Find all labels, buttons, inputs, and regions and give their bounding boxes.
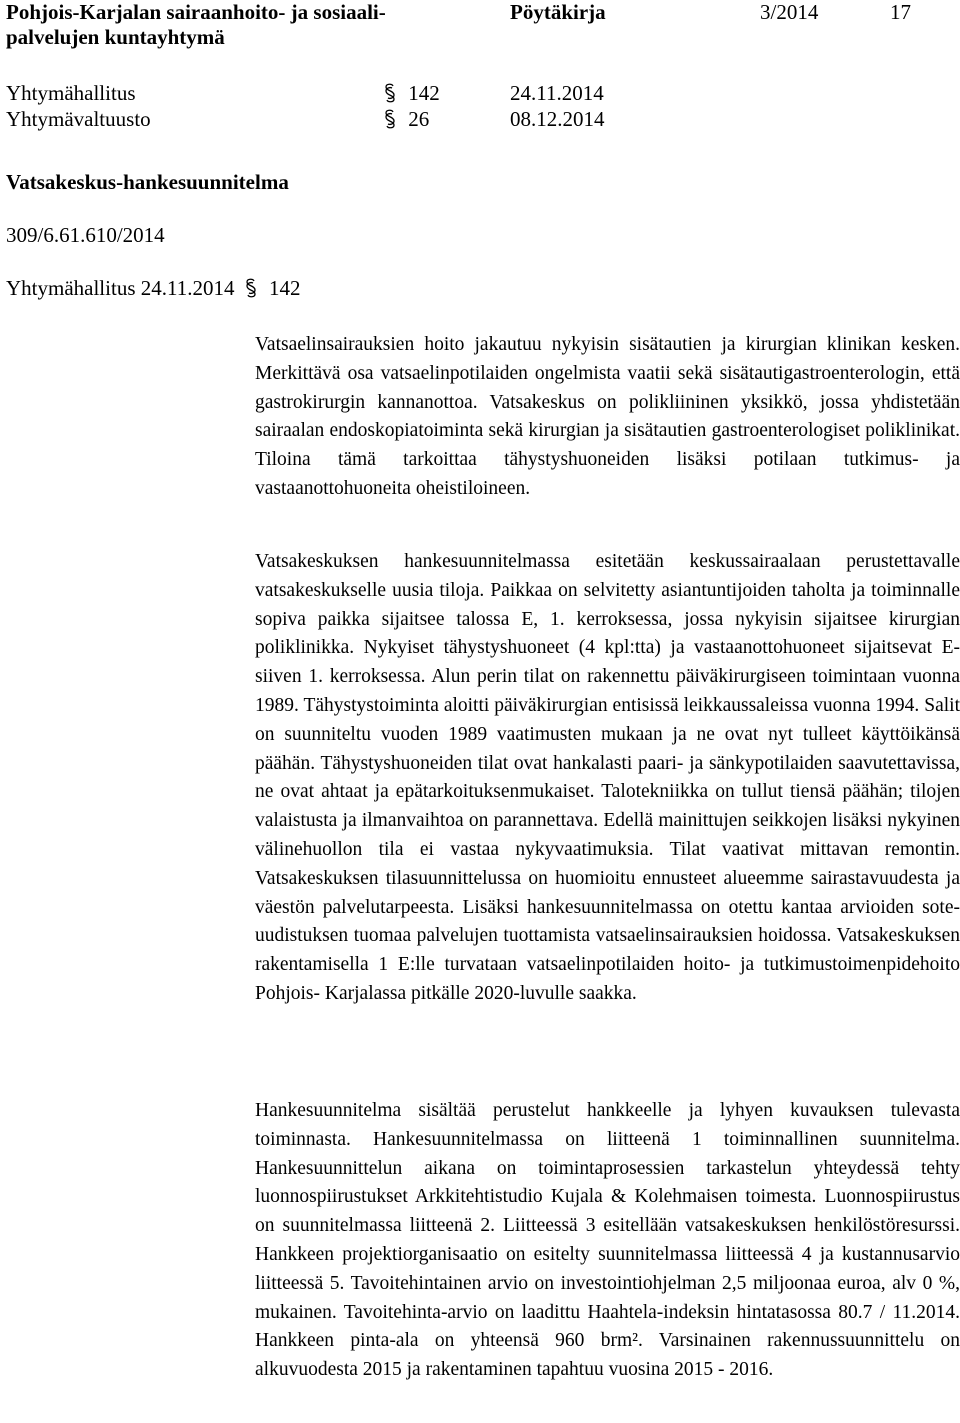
meeting-body: Yhtymähallitus — [6, 81, 136, 105]
section-sign-icon — [383, 108, 397, 130]
body-paragraph: Vatsaelinsairauksien hoito jakautuu nykyisin sisätautien ja kirurgian klinikan kesken. Merkittävä osa vatsaelinpotilaiden ongelmista vaatii sekä sisätautigastroenterologin, että gastrokirurgin kannanottoa. Vatsakeskus on polikliininen yksikkö, jossa yhdistetään sairaalan endoskopiatoiminta sekä kirurgian ja sisätautien gastroenterologiset poliklinikat. Tiloina tämä tarkoittaa tähystyshuoneiden lisäksi potilaan tutkimus- ja vastaanottohuoneita oheistiloineen. — [255, 334, 960, 499]
organization-name-line1: Pohjois-Karjalan sairaanhoito- ja sosiaali- — [6, 0, 386, 24]
meeting-section — [383, 80, 440, 106]
meeting-date: 24.11.2014 — [510, 81, 604, 105]
decision-body-date: Yhtymähallitus 24.11.2014 — [6, 276, 235, 300]
page-number: 17 — [890, 0, 911, 24]
body-paragraph: Vatsakeskuksen hankesuunnitelmassa esitetään keskussairaalaan perustettavalle vatsakeskukselle uusia tiloja. Paikkaa on selvitetty asiantuntijoiden taholta ja toiminnalle sopiva paikka sijaitsee talossa E, 1. kerroksessa, jossa nykyisin sijaitsee kirurgian poliklinikka. Nykyiset tähystyshuoneet (4 kpl:tta) ja vastaanottohuoneet sijaitsevat E-siiven 1. kerroksessa. Alun perin tilat on rakennettu päiväkirurgiseen toimintaan vuonna 1989. Tähystystoiminta aloitti päiväkirurgian entisissä leikkaussaleissa vuonna 1994. Salit on suunniteltu vuoden 1989 vaatimusten mukaan ja ne ovat nyt tulleet käyttöikänsä päähän. Tähystyshuoneiden tilat ovat hankalasti paari- ja sänkypotilaiden saavutettavissa, ne ovat ahtaat ja epätarkoituksenmukaiset. Talotekniikka on tullut tiensä päähän; tilojen valaistusta ja ilmanvaihtoa on parannettava. Edellä mainittujen seikkojen lisäksi nykyinen välinehuollon tila ei vastaa nykyvaatimuksia. Tilat vaativat mittavan remontin. Vatsakeskuksen tilasuunnittelussa on huomioitu ennusteet alueemme sairastavuudesta ja väestön palvelutarpeesta. Lisäksi hankesuunnitelmassa on otettu kantaa arvioiden sote-uudistuksen tuomaa palvelujen tuottamista vatsaelinsairauksien hoidossa. Vatsakeskuksen rakentamisella 1 E:lle turvataan vatsaelinpotilaiden hoito- ja tutkimustoimenpidehoito Pohjois- Karjalassa pitkälle 2020-luvulle saakka. — [255, 551, 960, 1004]
section-sign-icon — [244, 277, 258, 299]
organization-name-line2: palvelujen kuntayhtymä — [6, 25, 225, 49]
record-number: 309/6.61.610/2014 — [6, 223, 165, 247]
decision-section-number: 142 — [268, 276, 301, 300]
document-title: Vatsakeskus-hankesuunnitelma — [6, 170, 289, 194]
section-number: 142 — [408, 81, 440, 105]
section-number: 26 — [408, 107, 430, 131]
meeting-body: Yhtymävaltuusto — [6, 107, 151, 131]
document-type: Pöytäkirja — [510, 0, 606, 24]
meeting-date: 08.12.2014 — [510, 107, 605, 131]
body-paragraph: Hankesuunnitelma sisältää perustelut hankkeelle ja lyhyen kuvauksen tulevasta toiminnasta. Hankesuunnitelmassa on liitteenä 1 toiminnallinen suunnitelma. Hankesuunnittelun aikana on toimintaprosessien tarkastelun yhteydessä tehty luonnospiirustukset Arkkitehtistudio Kujala & Kolehmaisen toimesta. Luonnospiirustus on suunnitelmassa liitteenä 2. Liitteessä 3 esitellään vatsakeskuksen henkilöstöresurssi. Hankkeen projektiorganisaatio on esitelty suunnitelmassa liitteessä 4 ja kustannusarvio liitteessä 5. Tavoitehintainen arvio on investointiohjelman 2,5 miljoonaa euroa, alv 0 %, mukainen. Tavoitehinta-arvio on laadittu Haahtela-indeksin hintatasossa 80.7 / 11.2014. Hankkeen pinta-ala on yhteensä 960 brm². Varsinainen rakennussuunnittelu on alkuvuodesta 2015 ja rakentaminen tapahtuu vuosina 2015 - 2016. — [255, 1100, 960, 1381]
meeting-section — [383, 106, 429, 132]
decision-reference — [6, 275, 300, 301]
section-sign-icon — [383, 82, 397, 104]
document-number: 3/2014 — [760, 0, 819, 24]
